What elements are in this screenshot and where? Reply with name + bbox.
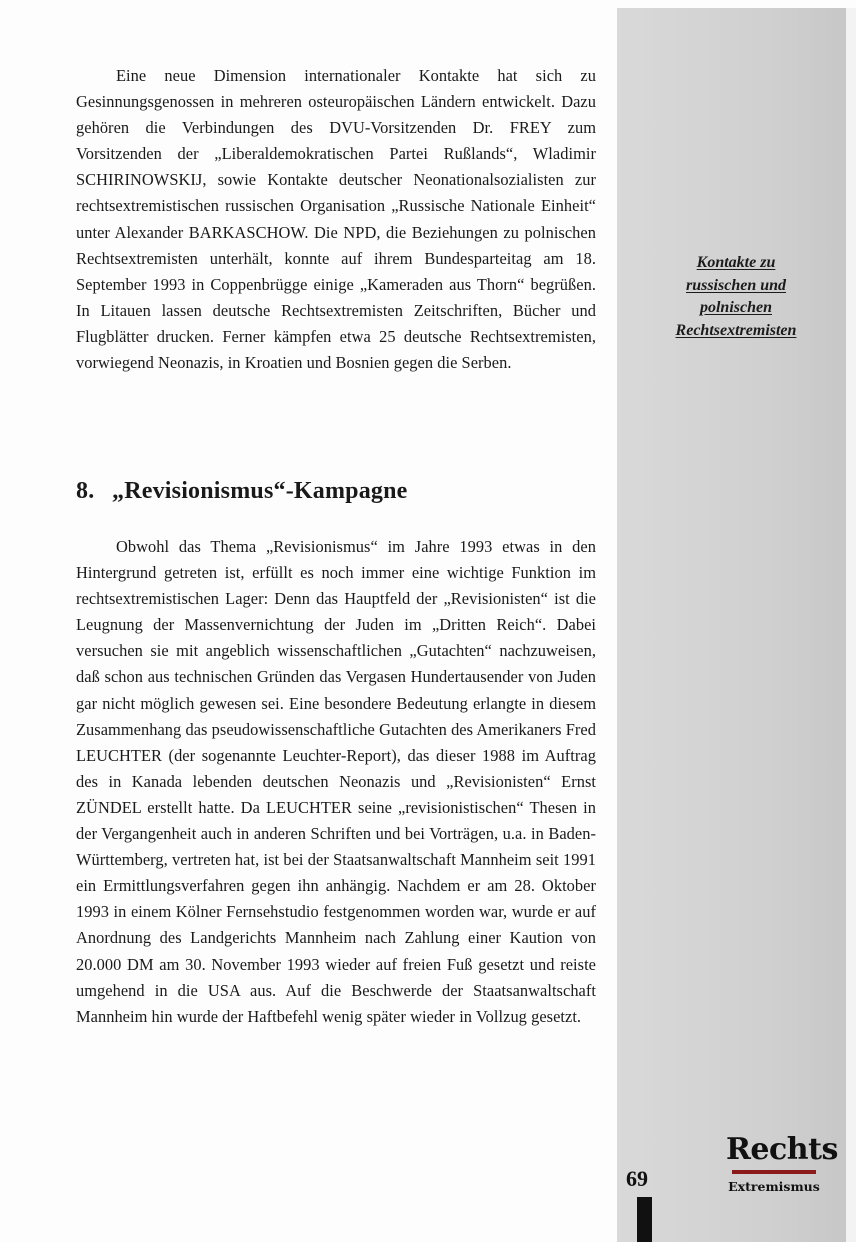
margin-note-line: polnischen <box>699 299 772 316</box>
section-number: 8. <box>76 478 95 504</box>
logo-subtitle: Extremismus <box>728 1179 820 1194</box>
section-heading <box>76 478 408 505</box>
body-paragraph: Obwohl das Thema „Revisionismus“ im Jahre 1993 etwas in den Hintergrund getreten ist, erfüllt es noch immer eine wichtige Funktion im rechtsextremistischen Lager: Denn das Hauptfeld der „Revisionisten“ ist die Leugnung der Massenvernichtung der Juden im „Dritten Reich“. Dabei versuchen sie mit angeblich wissenschaftlichen „Gutachten“ nachzuweisen, daß schon aus technischen Gründen das Vergasen Hundertausender von Juden gar nicht möglich gewesen sei. Eine besondere Bedeutung erlangte in diesem Zusammenhang das pseudowissenschaftliche Gutachten des Amerikaners Fred LEUCHTER (der sogenannte Leuchter-Report), das dieser 1988 im Auftrag des in Kanada lebenden deutschen Neonazis und „Revisionisten“ Ernst ZÜNDEL erstellt hatte. Da LEUCHTER seine „revisionistischen“ Thesen in der Vergangenheit auch in anderen Schriften und bei Vorträgen, u.a. in Baden-Württemberg, vertreten hat, ist bei der Staatsanwaltschaft Mannheim seit 1991 ein Ermittlungsverfahren gegen ihn anhängig. Nachdem er am 28. Oktober 1993 in einem Kölner Fernsehstudio festgenommen worden war, wurde er auf Anordnung des Landgerichts Mannheim nach Zahlung einer Kaution von 20.000 DM am 30. November 1993 wieder auf freien Fuß gesetzt und reiste umgehend in die USA aus. Auf die Beschwerde der Staatsanwaltschaft Mannheim hin wurde der Haftbefehl wenig später wieder in Vollzug gesetzt. <box>76 537 596 1026</box>
page-edge <box>846 8 856 1242</box>
logo-title: Rechts <box>726 1132 838 1167</box>
margin-band <box>617 8 846 1242</box>
page-tab-marker <box>637 1197 652 1242</box>
margin-note-line: russischen und <box>685 276 787 294</box>
page-number: 69 <box>626 1166 648 1191</box>
margin-note <box>636 252 836 342</box>
section-title: „Revisionismus“-Kampagne <box>112 478 408 504</box>
margin-note-line: Rechtsextremisten <box>675 321 797 339</box>
rechtsextremismus-logo <box>726 1130 838 1214</box>
margin-note-line: Kontakte zu <box>696 254 776 271</box>
body-paragraph: Eine neue Dimension internationaler Kontakte hat sich zu Gesinnungsgenossen in mehreren osteuropäischen Ländern entwickelt. Dazu gehören die Verbindungen des DVU-Vorsitzenden Dr. FREY zum Vorsitzenden der „Liberaldemokratischen Partei Rußlands“, Wladimir SCHIRINOWSKIJ, sowie Kontakte deutscher Neonationalsozialisten zur rechtsextremistischen russischen Organisation „Russische Nationale Einheit“ unter Alexander BARKASCHOW. Die NPD, die Beziehungen zu polnischen Rechtsextremisten unterhält, konnte auf ihrem Bundesparteitag am 18. September 1993 in Coppenbrügge einige „Kameraden aus Thorn“ begrüßen. In Litauen lassen deutsche Rechtsextremisten Zeitschriften, Bücher und Flugblätter drucken. Ferner kämpfen etwa 25 deutsche Rechtsextremisten, vorwiegend Neonazis, in Kroatien und Bosnien gegen die Serben. <box>76 66 596 373</box>
logo-divider <box>732 1170 816 1174</box>
